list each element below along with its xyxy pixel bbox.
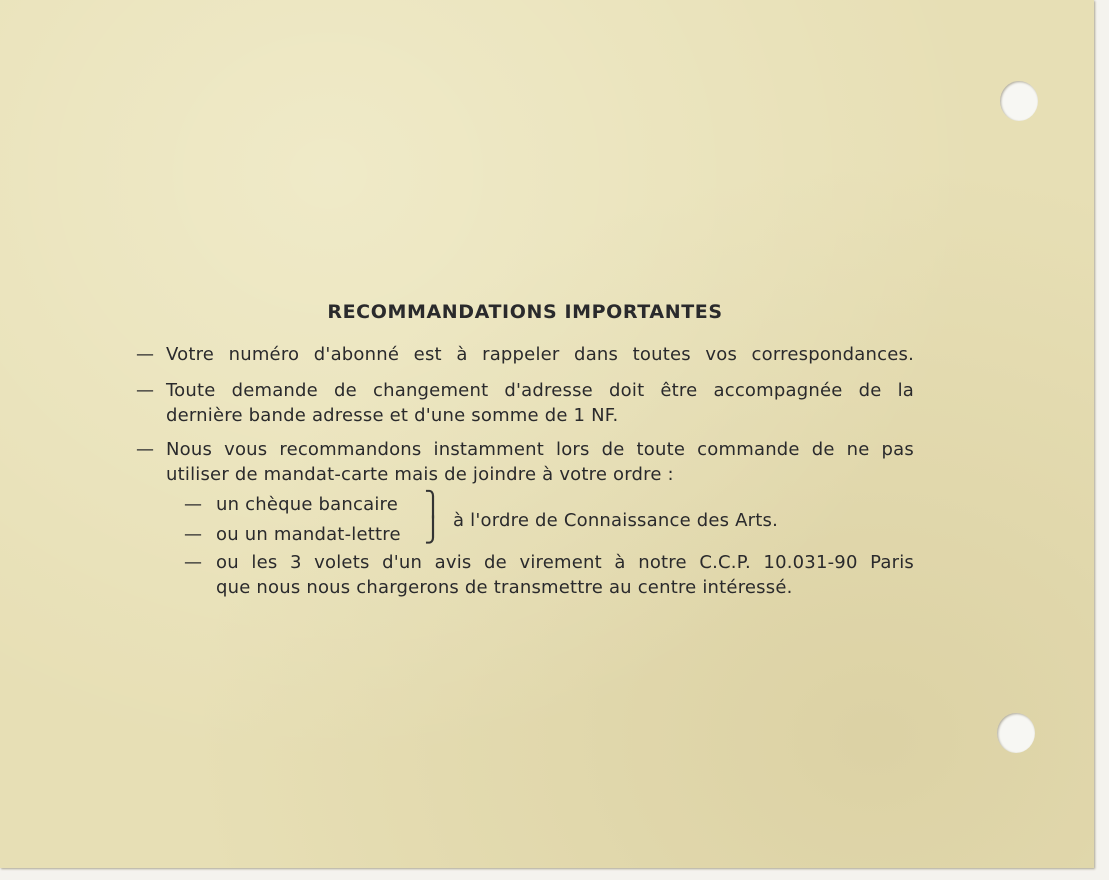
sub-item-cheque: un chèque bancaire xyxy=(216,494,399,515)
virement-line-1: ou les 3 volets d'un avis de virement à notre C.C.P. 10.031-90 Paris xyxy=(216,552,914,573)
sub-item-1-dash: — xyxy=(184,494,203,515)
item-1-dash: — xyxy=(136,344,155,365)
item-2-dash: — xyxy=(136,380,155,401)
item-1-line-1: Votre numéro d'abonné est à rappeler dans toutes vos correspondances. xyxy=(166,344,914,365)
brace-top: ⎫ xyxy=(424,490,443,518)
virement-dash: — xyxy=(184,552,203,573)
item-2-line-2: dernière bande adresse et d'une somme de 1 NF. xyxy=(166,405,619,426)
item-3-dash: — xyxy=(136,439,155,460)
notice-title: RECOMMANDATIONS IMPORTANTES xyxy=(327,301,723,323)
sub-item-2-dash: — xyxy=(184,524,203,545)
item-2-line-1: Toute demande de changement d'adresse doit être accompagnée de la xyxy=(166,380,914,401)
item-3-line-1: Nous vous recommandons instamment lors de toute commande de ne pas xyxy=(166,439,914,460)
virement-line-2: que nous nous chargerons de transmettre au centre intéressé. xyxy=(216,577,793,598)
item-3-line-2: utiliser de mandat-carte mais de joindre à votre ordre : xyxy=(166,464,674,485)
payee-note: à l'ordre de Connaissance des Arts. xyxy=(453,510,779,531)
sub-item-mandat-lettre: ou un mandat-lettre xyxy=(216,524,401,545)
brace-bottom: ⎭ xyxy=(424,516,443,544)
